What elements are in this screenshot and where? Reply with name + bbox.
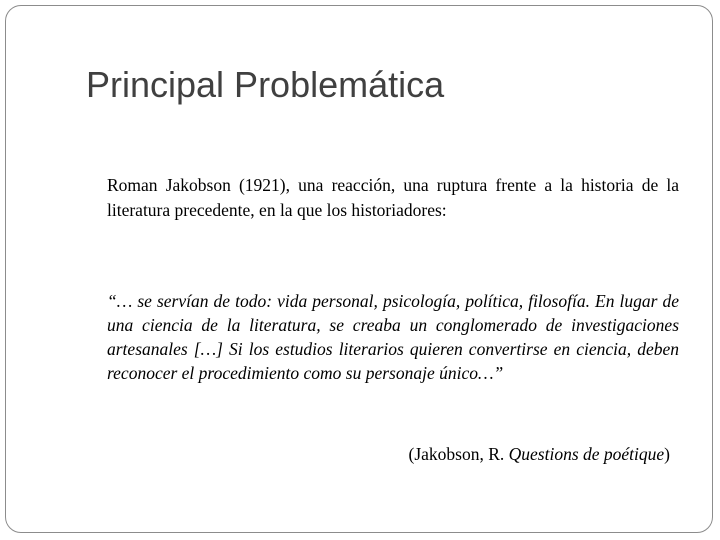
citation <box>409 444 671 465</box>
intro-paragraph: Roman Jakobson (1921), una reacción, una ruptura frente a la historia de la literatura precedente, en la que los historiadores: <box>107 175 679 220</box>
citation-author: (Jakobson, R. <box>408 444 509 464</box>
slide-title: Principal Problemática <box>86 64 445 105</box>
citation-work-title: Questions de poétique <box>508 444 665 464</box>
slide <box>5 5 713 533</box>
citation-close: ) <box>664 444 670 464</box>
quotation: “… se servían de todo: vida personal, psicología, política, filosofía. En lugar de una ciencia de la literatura, se creaba un conglomerado de investigaciones artesanales […] Si los estudios literarios quieren convertirse en ciencia, deben reconocer el procedimiento como su personaje único…” <box>107 291 679 383</box>
